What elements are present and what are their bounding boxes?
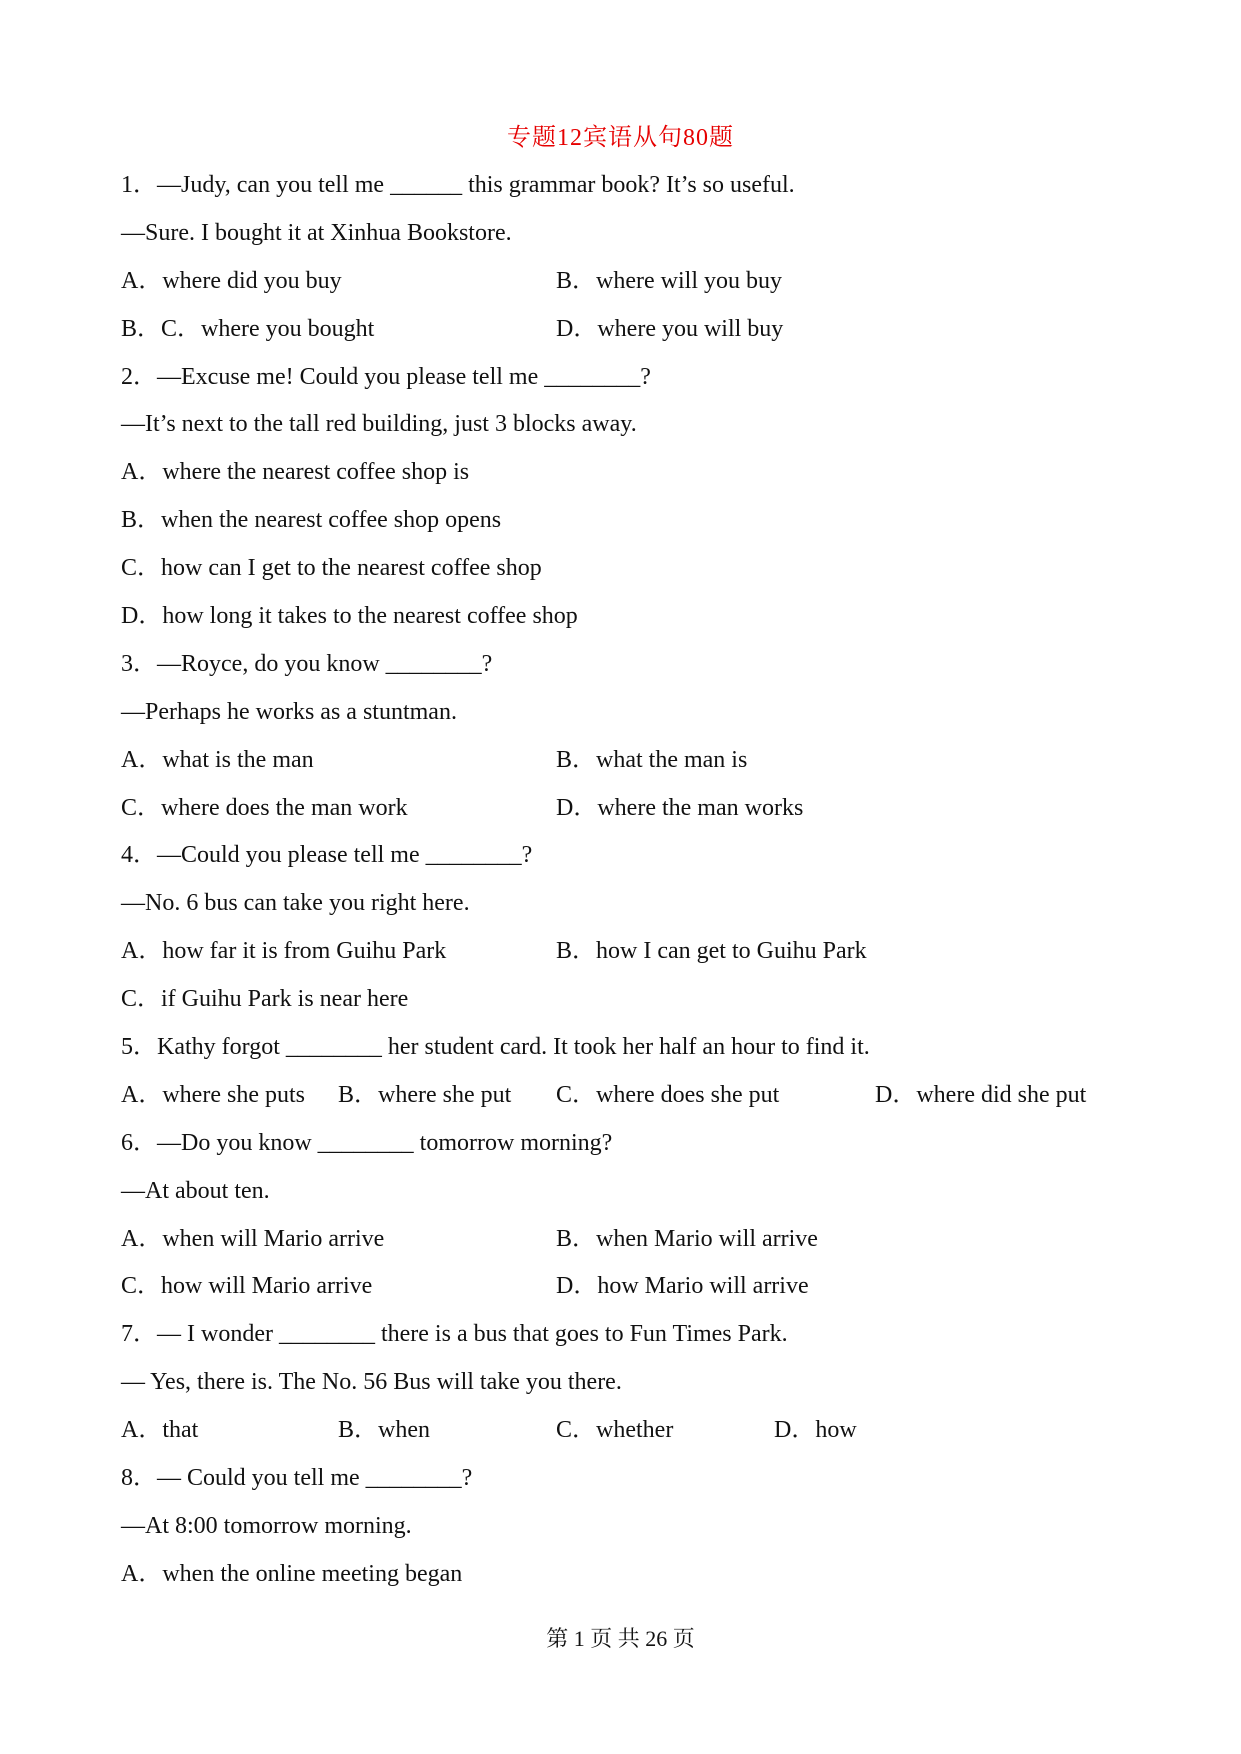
question-text: Kathy forgot ________ her student card. It took her half an hour to find it.: [157, 1034, 870, 1061]
option-text: if Guihu Park is near here: [161, 986, 409, 1013]
question-6-response: —At about ten.: [121, 1177, 270, 1204]
option-label: B．: [556, 746, 597, 773]
option-c: [121, 976, 1121, 1024]
option-b: [556, 258, 782, 306]
question-3-stem: [121, 641, 1121, 689]
question-number: 4．: [121, 842, 157, 869]
question-1-stem: [121, 162, 1121, 210]
option-text: where the man works: [597, 794, 804, 821]
option-label: B．: [556, 938, 597, 965]
option-text: what is the man: [162, 746, 314, 773]
option-d: [556, 1263, 809, 1311]
option-label: C．: [556, 1081, 597, 1108]
option-label: A．: [121, 938, 163, 965]
option-label: D．: [556, 315, 598, 342]
option-text: whether: [596, 1417, 674, 1444]
option-label: A．: [121, 459, 163, 486]
option-label: D．: [774, 1417, 816, 1444]
page-title: 专题12宾语从句80题: [507, 125, 734, 151]
option-text: where the nearest coffee shop is: [162, 459, 470, 486]
question-4-options-row-1: [121, 928, 1121, 976]
option-text: when will Mario arrive: [162, 1225, 385, 1252]
question-8-response: —At 8:00 tomorrow morning.: [121, 1512, 412, 1539]
option-text: where will you buy: [596, 267, 782, 294]
option-label: B．: [121, 507, 162, 534]
option-label: D．: [121, 603, 163, 630]
option-text: how will Mario arrive: [161, 1273, 373, 1300]
option-text: what the man is: [596, 746, 748, 773]
option-text: where does the man work: [161, 794, 408, 821]
question-list: [121, 162, 1121, 1599]
option-c: [556, 1072, 779, 1120]
option-d: [875, 1072, 1086, 1120]
question-5-options-row: [121, 1072, 1121, 1120]
question-4-stem: [121, 832, 1121, 880]
option-b: [338, 1407, 430, 1455]
question-7-options-row: [121, 1407, 1121, 1455]
question-text: — Could you tell me ________?: [157, 1465, 473, 1492]
option-label: C．: [121, 986, 162, 1013]
option-c: [121, 1263, 372, 1311]
question-number: 2．: [121, 363, 157, 390]
question-3-response: —Perhaps he works as a stuntman.: [121, 698, 457, 725]
option-text: where you bought: [201, 315, 375, 342]
page-footer: 第 1 页 共 26 页: [546, 1626, 695, 1651]
option-label: D．: [556, 794, 598, 821]
option-text: how far it is from Guihu Park: [162, 938, 447, 965]
question-4-response: —No. 6 bus can take you right here.: [121, 890, 470, 917]
question-2-response: —It’s next to the tall red building, just 3 blocks away.: [121, 411, 637, 438]
option-text: when the online meeting began: [162, 1560, 463, 1587]
option-text: where did you buy: [162, 267, 342, 294]
option-c: [121, 306, 374, 354]
question-number: 6．: [121, 1129, 157, 1156]
option-text: where does she put: [596, 1081, 780, 1108]
option-label: B．: [338, 1081, 379, 1108]
option-a: [121, 928, 446, 976]
question-number: 8．: [121, 1465, 157, 1492]
question-2-stem: [121, 354, 1121, 402]
option-label: D．: [556, 1273, 598, 1300]
option-text: that: [162, 1417, 199, 1444]
option-a: [121, 1072, 305, 1120]
question-text: — I wonder ________ there is a bus that goes to Fun Times Park.: [157, 1321, 788, 1348]
option-b: [338, 1072, 511, 1120]
option-a: [121, 737, 314, 785]
option-a: [121, 1407, 198, 1455]
option-text: how Mario will arrive: [597, 1273, 809, 1300]
question-1-options-row-1: [121, 258, 1121, 306]
option-label: C．: [121, 555, 162, 582]
option-label: A．: [121, 1417, 163, 1444]
option-b: [121, 497, 1121, 545]
option-a: [121, 1216, 384, 1264]
option-label: B．: [556, 1225, 597, 1252]
option-label: A．: [121, 746, 163, 773]
option-label: C．: [121, 1273, 162, 1300]
question-6-options-row-1: [121, 1216, 1121, 1264]
option-d: [774, 1407, 857, 1455]
question-number: 3．: [121, 650, 157, 677]
option-text: how I can get to Guihu Park: [596, 938, 867, 965]
option-d: [556, 785, 803, 833]
question-3-options-row-1: [121, 737, 1121, 785]
question-number: 7．: [121, 1321, 157, 1348]
question-6-options-row-2: [121, 1263, 1121, 1311]
question-text: —Do you know ________ tomorrow morning?: [157, 1129, 613, 1156]
question-3-options-row-2: [121, 785, 1121, 833]
option-text: when: [378, 1417, 430, 1444]
option-text: how can I get to the nearest coffee shop: [161, 555, 542, 582]
option-label: B．C．: [121, 315, 202, 342]
option-label: C．: [121, 794, 162, 821]
option-text: how: [815, 1417, 857, 1444]
option-label: D．: [875, 1081, 917, 1108]
option-label: A．: [121, 1225, 163, 1252]
option-label: A．: [121, 1081, 163, 1108]
question-7-stem: [121, 1311, 1121, 1359]
option-text: where she puts: [162, 1081, 305, 1108]
option-text: where she put: [378, 1081, 512, 1108]
question-text: —Could you please tell me ________?: [157, 842, 533, 869]
option-c: [121, 785, 408, 833]
question-5-stem: [121, 1024, 1121, 1072]
question-number: 1．: [121, 172, 157, 198]
option-text: when the nearest coffee shop opens: [161, 507, 502, 534]
option-label: B．: [338, 1417, 379, 1444]
option-text: where did she put: [916, 1081, 1087, 1108]
question-1-response: —Sure. I bought it at Xinhua Bookstore.: [121, 219, 512, 246]
question-number: 5．: [121, 1034, 157, 1061]
question-text: —Excuse me! Could you please tell me ________?: [157, 363, 651, 390]
option-b: [556, 928, 867, 976]
option-d: [121, 593, 1121, 641]
option-label: A．: [121, 1560, 163, 1587]
question-1-options-row-2: [121, 306, 1121, 354]
option-label: B．: [556, 267, 597, 294]
question-text: —Royce, do you know ________?: [157, 650, 493, 677]
option-text: where you will buy: [597, 315, 784, 342]
option-label: A．: [121, 267, 163, 294]
question-text: —Judy, can you tell me ______ this grammar book? It’s so useful.: [157, 172, 795, 198]
option-a: [121, 258, 342, 306]
option-c: [121, 545, 1121, 593]
question-7-response: — Yes, there is. The No. 56 Bus will take you there.: [121, 1369, 622, 1396]
option-b: [556, 1216, 818, 1264]
question-8-stem: [121, 1455, 1121, 1503]
option-a: [121, 449, 1121, 497]
option-text: how long it takes to the nearest coffee shop: [162, 603, 578, 630]
option-b: [556, 737, 747, 785]
option-c: [556, 1407, 673, 1455]
option-d: [556, 306, 783, 354]
option-label: C．: [556, 1417, 597, 1444]
option-a: [121, 1551, 1121, 1599]
option-text: when Mario will arrive: [596, 1225, 818, 1252]
question-6-stem: [121, 1120, 1121, 1168]
